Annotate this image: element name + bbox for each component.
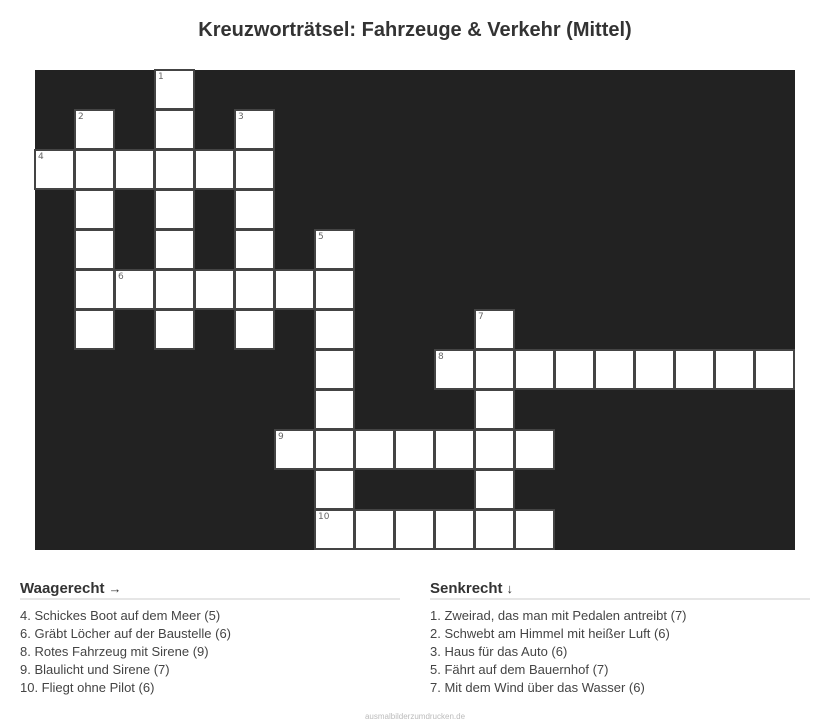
grid-cell[interactable] <box>474 389 515 430</box>
grid-cell[interactable] <box>234 229 275 270</box>
clue-item: 6. Gräbt Löcher auf der Baustelle (6) <box>20 626 232 641</box>
grid-cell[interactable] <box>234 309 275 350</box>
grid-cell[interactable] <box>314 229 355 270</box>
grid-cell[interactable] <box>314 429 355 470</box>
grid-cell[interactable] <box>354 509 395 550</box>
grid-cell[interactable] <box>194 269 235 310</box>
grid-cell[interactable] <box>314 269 355 310</box>
clue-item: 2. Schwebt am Himmel mit heißer Luft (6) <box>430 626 670 641</box>
clues-across-heading <box>20 580 400 600</box>
clue-item: 3. Haus für das Auto (6) <box>430 644 568 659</box>
grid-cell[interactable] <box>634 349 675 390</box>
grid-cell[interactable] <box>714 349 755 390</box>
grid-cell[interactable] <box>474 349 515 390</box>
clue-number: 7 <box>478 312 484 322</box>
grid-cell[interactable] <box>74 109 115 150</box>
grid-cell[interactable] <box>394 509 435 550</box>
grid-cell[interactable] <box>234 149 275 190</box>
grid-cell[interactable] <box>314 309 355 350</box>
grid-cell[interactable] <box>274 269 315 310</box>
grid-cell[interactable] <box>314 349 355 390</box>
clue-number: 9 <box>278 432 284 442</box>
clues-down <box>430 580 810 697</box>
grid-cell[interactable] <box>434 349 475 390</box>
grid-cell[interactable] <box>154 189 195 230</box>
clue-number: 2 <box>78 112 84 122</box>
grid-cell[interactable] <box>554 349 595 390</box>
page-title: Kreuzworträtsel: Fahrzeuge & Verkehr (Mittel) <box>198 19 632 41</box>
clue-number: 5 <box>318 232 324 242</box>
footer-credit: ausmalbilderzumdrucken.de <box>364 712 466 721</box>
grid-cell[interactable] <box>754 349 795 390</box>
grid-cell[interactable] <box>314 389 355 430</box>
grid-cell[interactable] <box>434 429 475 470</box>
clue-item: 4. Schickes Boot auf dem Meer (5) <box>20 608 221 623</box>
crossword-grid <box>35 70 795 550</box>
grid-cell[interactable] <box>194 149 235 190</box>
grid-cell[interactable] <box>74 189 115 230</box>
grid-cell[interactable] <box>154 149 195 190</box>
grid-cell[interactable] <box>274 429 315 470</box>
clue-number: 8 <box>438 352 444 362</box>
clue-number: 1 <box>158 72 164 82</box>
clue-item: 10. Fliegt ohne Pilot (6) <box>20 680 155 695</box>
grid-cell[interactable] <box>354 429 395 470</box>
clue-item: 9. Blaulicht und Sirene (7) <box>20 662 170 677</box>
clue-item: 7. Mit dem Wind über das Wasser (6) <box>430 680 645 695</box>
grid-cell[interactable] <box>514 509 555 550</box>
grid-cell[interactable] <box>474 309 515 350</box>
grid-cell[interactable] <box>514 349 555 390</box>
grid-cell[interactable] <box>474 429 515 470</box>
grid-cell[interactable] <box>314 469 355 510</box>
clue-item: 1. Zweirad, das man mit Pedalen antreibt (7) <box>430 608 687 623</box>
grid-cell[interactable] <box>74 149 115 190</box>
grid-cell[interactable] <box>154 69 195 110</box>
grid-cell[interactable] <box>434 509 475 550</box>
grid-cell[interactable] <box>74 309 115 350</box>
clue-number: 4 <box>38 152 44 162</box>
grid-cell[interactable] <box>314 509 355 550</box>
grid-cell[interactable] <box>74 269 115 310</box>
clues-down-heading <box>430 580 810 600</box>
grid-cell[interactable] <box>154 229 195 270</box>
clue-number: 3 <box>238 112 244 122</box>
grid-cell[interactable] <box>154 309 195 350</box>
grid-cell[interactable] <box>394 429 435 470</box>
clue-item: 8. Rotes Fahrzeug mit Sirene (9) <box>20 644 209 659</box>
grid-cell[interactable] <box>114 269 155 310</box>
clue-number: 6 <box>118 272 124 282</box>
grid-cell[interactable] <box>234 269 275 310</box>
grid-cell[interactable] <box>154 109 195 150</box>
grid-cell[interactable] <box>674 349 715 390</box>
clues-down-title: Senkrecht <box>430 580 503 597</box>
grid-cell[interactable] <box>474 469 515 510</box>
clues-across <box>20 580 400 697</box>
clue-item: 5. Fährt auf dem Bauernhof (7) <box>430 662 609 677</box>
arrow-down-icon: ↓ <box>506 581 514 596</box>
grid-cell[interactable] <box>74 229 115 270</box>
grid-cell[interactable] <box>114 149 155 190</box>
grid-cell[interactable] <box>34 149 75 190</box>
grid-cell[interactable] <box>234 109 275 150</box>
grid-cell[interactable] <box>514 429 555 470</box>
clues-across-title: Waagerecht <box>20 580 105 597</box>
arrow-right-icon: → <box>108 581 122 596</box>
grid-cell[interactable] <box>234 189 275 230</box>
clue-number: 10 <box>318 512 330 522</box>
grid-cell[interactable] <box>594 349 635 390</box>
grid-cell[interactable] <box>154 269 195 310</box>
grid-cell[interactable] <box>474 509 515 550</box>
